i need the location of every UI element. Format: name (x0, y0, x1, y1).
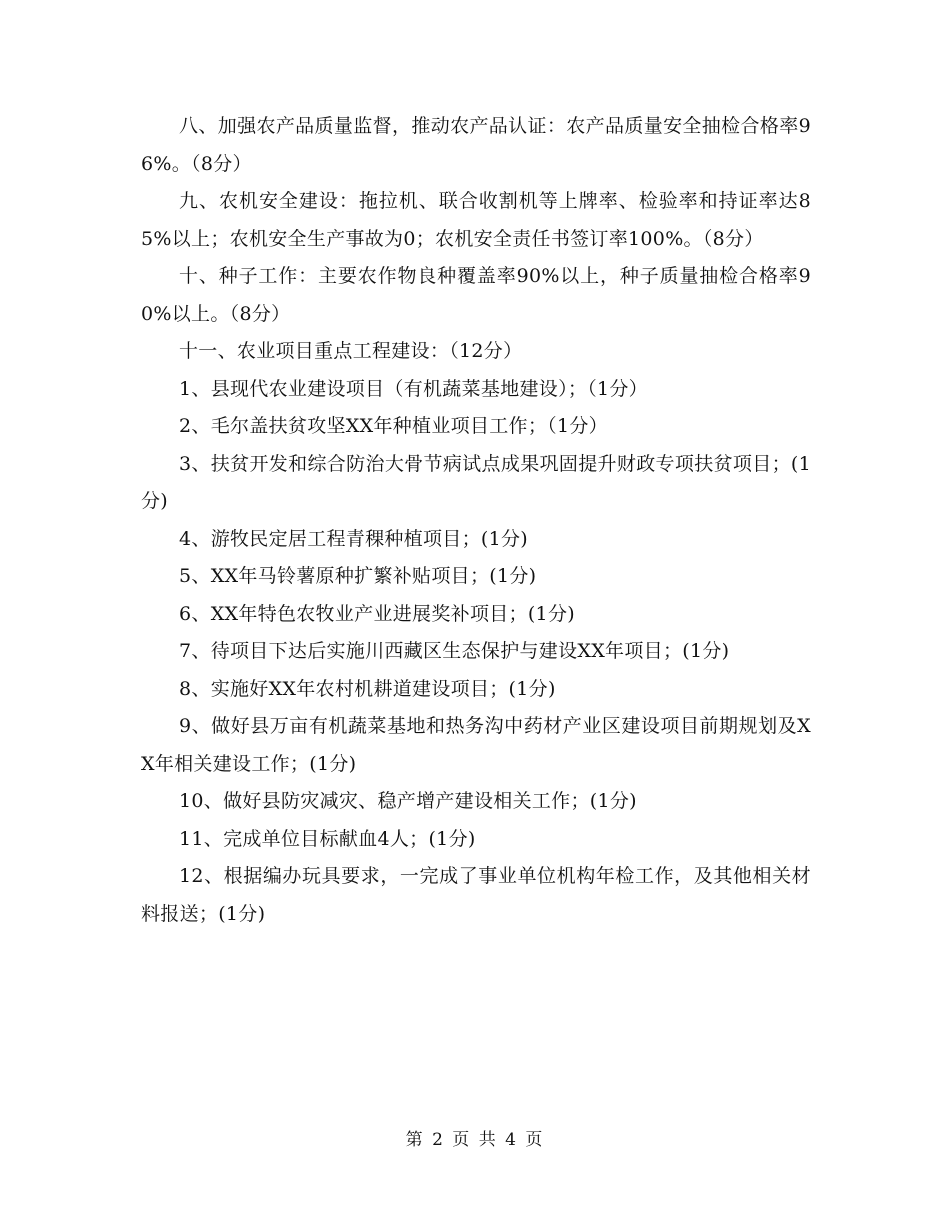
paragraph-item-8: 八、加强农产品质量监督，推动农产品认证：农产品质量安全抽检合格率96%。（8分） (141, 115, 811, 175)
sub-item-3: 3、扶贫开发和综合防治大骨节病试点成果巩固提升财政专项扶贫项目；(1分) (141, 452, 811, 512)
page-number-footer: 第 2 页 共 4 页 (405, 1130, 545, 1150)
sub-item-9: 9、做好县万亩有机蔬菜基地和热务沟中药材产业区建设项目前期规划及XX年相关建设工作；(1分) (141, 715, 811, 775)
sub-item-12: 12、根据编办玩具要求，一完成了事业单位机构年检工作，及其他相关材料报送；(1分) (141, 865, 811, 925)
sub-item-10: 10、做好县防灾减灾、稳产增产建设相关工作；(1分) (179, 790, 637, 812)
paragraph-item-9: 九、农机安全建设：拖拉机、联合收割机等上牌率、检验率和持证率达85%以上；农机安全生产事故为0；农机安全责任书签订率100%。（8分） (141, 190, 811, 250)
document-body (141, 108, 811, 933)
sub-item-2: 2、毛尔盖扶贫攻坚XX年种植业项目工作；（1分） (179, 415, 608, 437)
paragraph-item-10: 十、种子工作：主要农作物良种覆盖率90%以上，种子质量抽检合格率90%以上。（8分） (141, 265, 811, 325)
sub-item-7: 7、待项目下达后实施川西藏区生态保护与建设XX年项目；(1分) (179, 640, 730, 662)
paragraph-item-11-heading: 十一、农业项目重点工程建设：（12分） (179, 340, 523, 362)
sub-item-1: 1、县现代农业建设项目（有机蔬菜基地建设）；（1分） (179, 377, 648, 400)
sub-item-6: 6、XX年特色农牧业产业进展奖补项目；(1分) (179, 602, 575, 625)
sub-item-4: 4、游牧民定居工程青稞种植项目；(1分) (179, 527, 529, 550)
sub-item-5: 5、XX年马铃薯原种扩繁补贴项目；(1分) (179, 565, 537, 587)
sub-item-11: 11、完成单位目标献血4人；(1分) (179, 827, 476, 850)
sub-item-8: 8、实施好XX年农村机耕道建设项目；(1分) (179, 677, 556, 700)
